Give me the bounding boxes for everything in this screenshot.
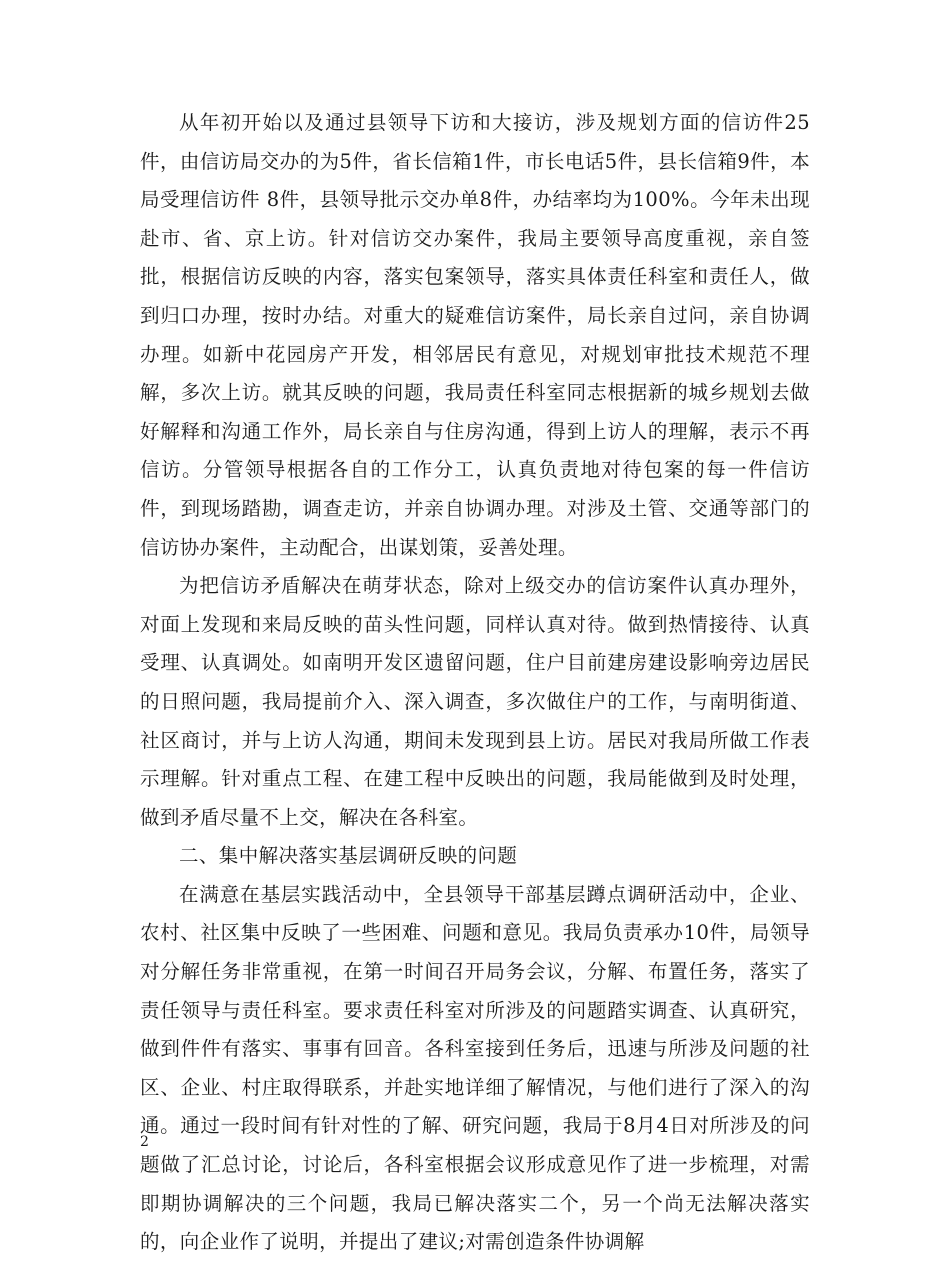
document-body xyxy=(140,104,810,1262)
paragraph-3: 在满意在基层实践活动中，全县领导干部基层蹲点调研活动中，企业、农村、社区集中反映了一些困难、问题和意见。我局负责承办10件，局领导对分解任务非常重视，在第一时间召开局务会议，分解、布置任务，落实了责任领导与责任科室。要求责任科室对所涉及的问题踏实调查、认真研究，做到件件有落实、事事有回音。各科室接到任务后，迅速与所涉及问题的社区、企业、村庄取得联系，并赴实地详细了解情况，与他们进行了深入的沟通。通过一段时间有针对性的了解、研究问题，我局于8月4日对所涉及的问题做了汇总讨论，讨论后，各科室根据会议形成意见作了进一步梳理，对需即期协调解决的三个问题，我局已解决落实二个，另一个尚无法解决落实的，向企业作了说明，并提出了建议;对需创造条件协调解 xyxy=(140,882,810,1254)
page-number: 2 xyxy=(140,1134,149,1150)
paragraph-1: 从年初开始以及通过县领导下访和大接访，涉及规划方面的信访件25件，由信访局交办的为5件，省长信箱1件，市长电话5件，县长信箱9件，本局受理信访件 8件，县领导批示交办单8件，办结率均为100%。今年未出现赴市、省、京上访。针对信访交办案件，我局主要领导高度重视，亲自签批，根据信访反映的内容，落实包案领导，落实具体责任科室和责任人，做到归口办理，按时办结。对重大的疑难信访案件，局长亲自过问，亲自协调办理。如新中花园房产开发，相邻居民有意见，对规划审批技术规范不理解，多次上访。就其反映的问题，我局责任科室同志根据新的城乡规划去做好解释和沟通工作外，局长亲自与住房沟通，得到上访人的理解，表示不再信访。分管领导根据各自的工作分工，认真负责地对待包案的每一件信访件，到现场踏勘，调查走访，并亲自协调办理。对涉及土管、交通等部门的信访协办案件，主动配合，出谋划策，妥善处理。 xyxy=(140,111,810,559)
paragraph-2: 为把信访矛盾解决在萌芽状态，除对上级交办的信访案件认真办理外，对面上发现和来局反映的苗头性问题，同样认真对待。做到热情接待、认真受理、认真调处。如南明开发区遗留问题，住户目前建房建设影响旁边居民的日照问题，我局提前介入、深入调查，多次做住户的工作，与南明街道、社区商讨，并与上访人沟通，期间未发现到县上访。居民对我局所做工作表示理解。针对重点工程、在建工程中反映出的问题，我局能做到及时处理，做到矛盾尽量不上交，解决在各科室。 xyxy=(140,574,810,829)
section-heading: 二、集中解决落实基层调研反映的问题 xyxy=(179,844,518,868)
